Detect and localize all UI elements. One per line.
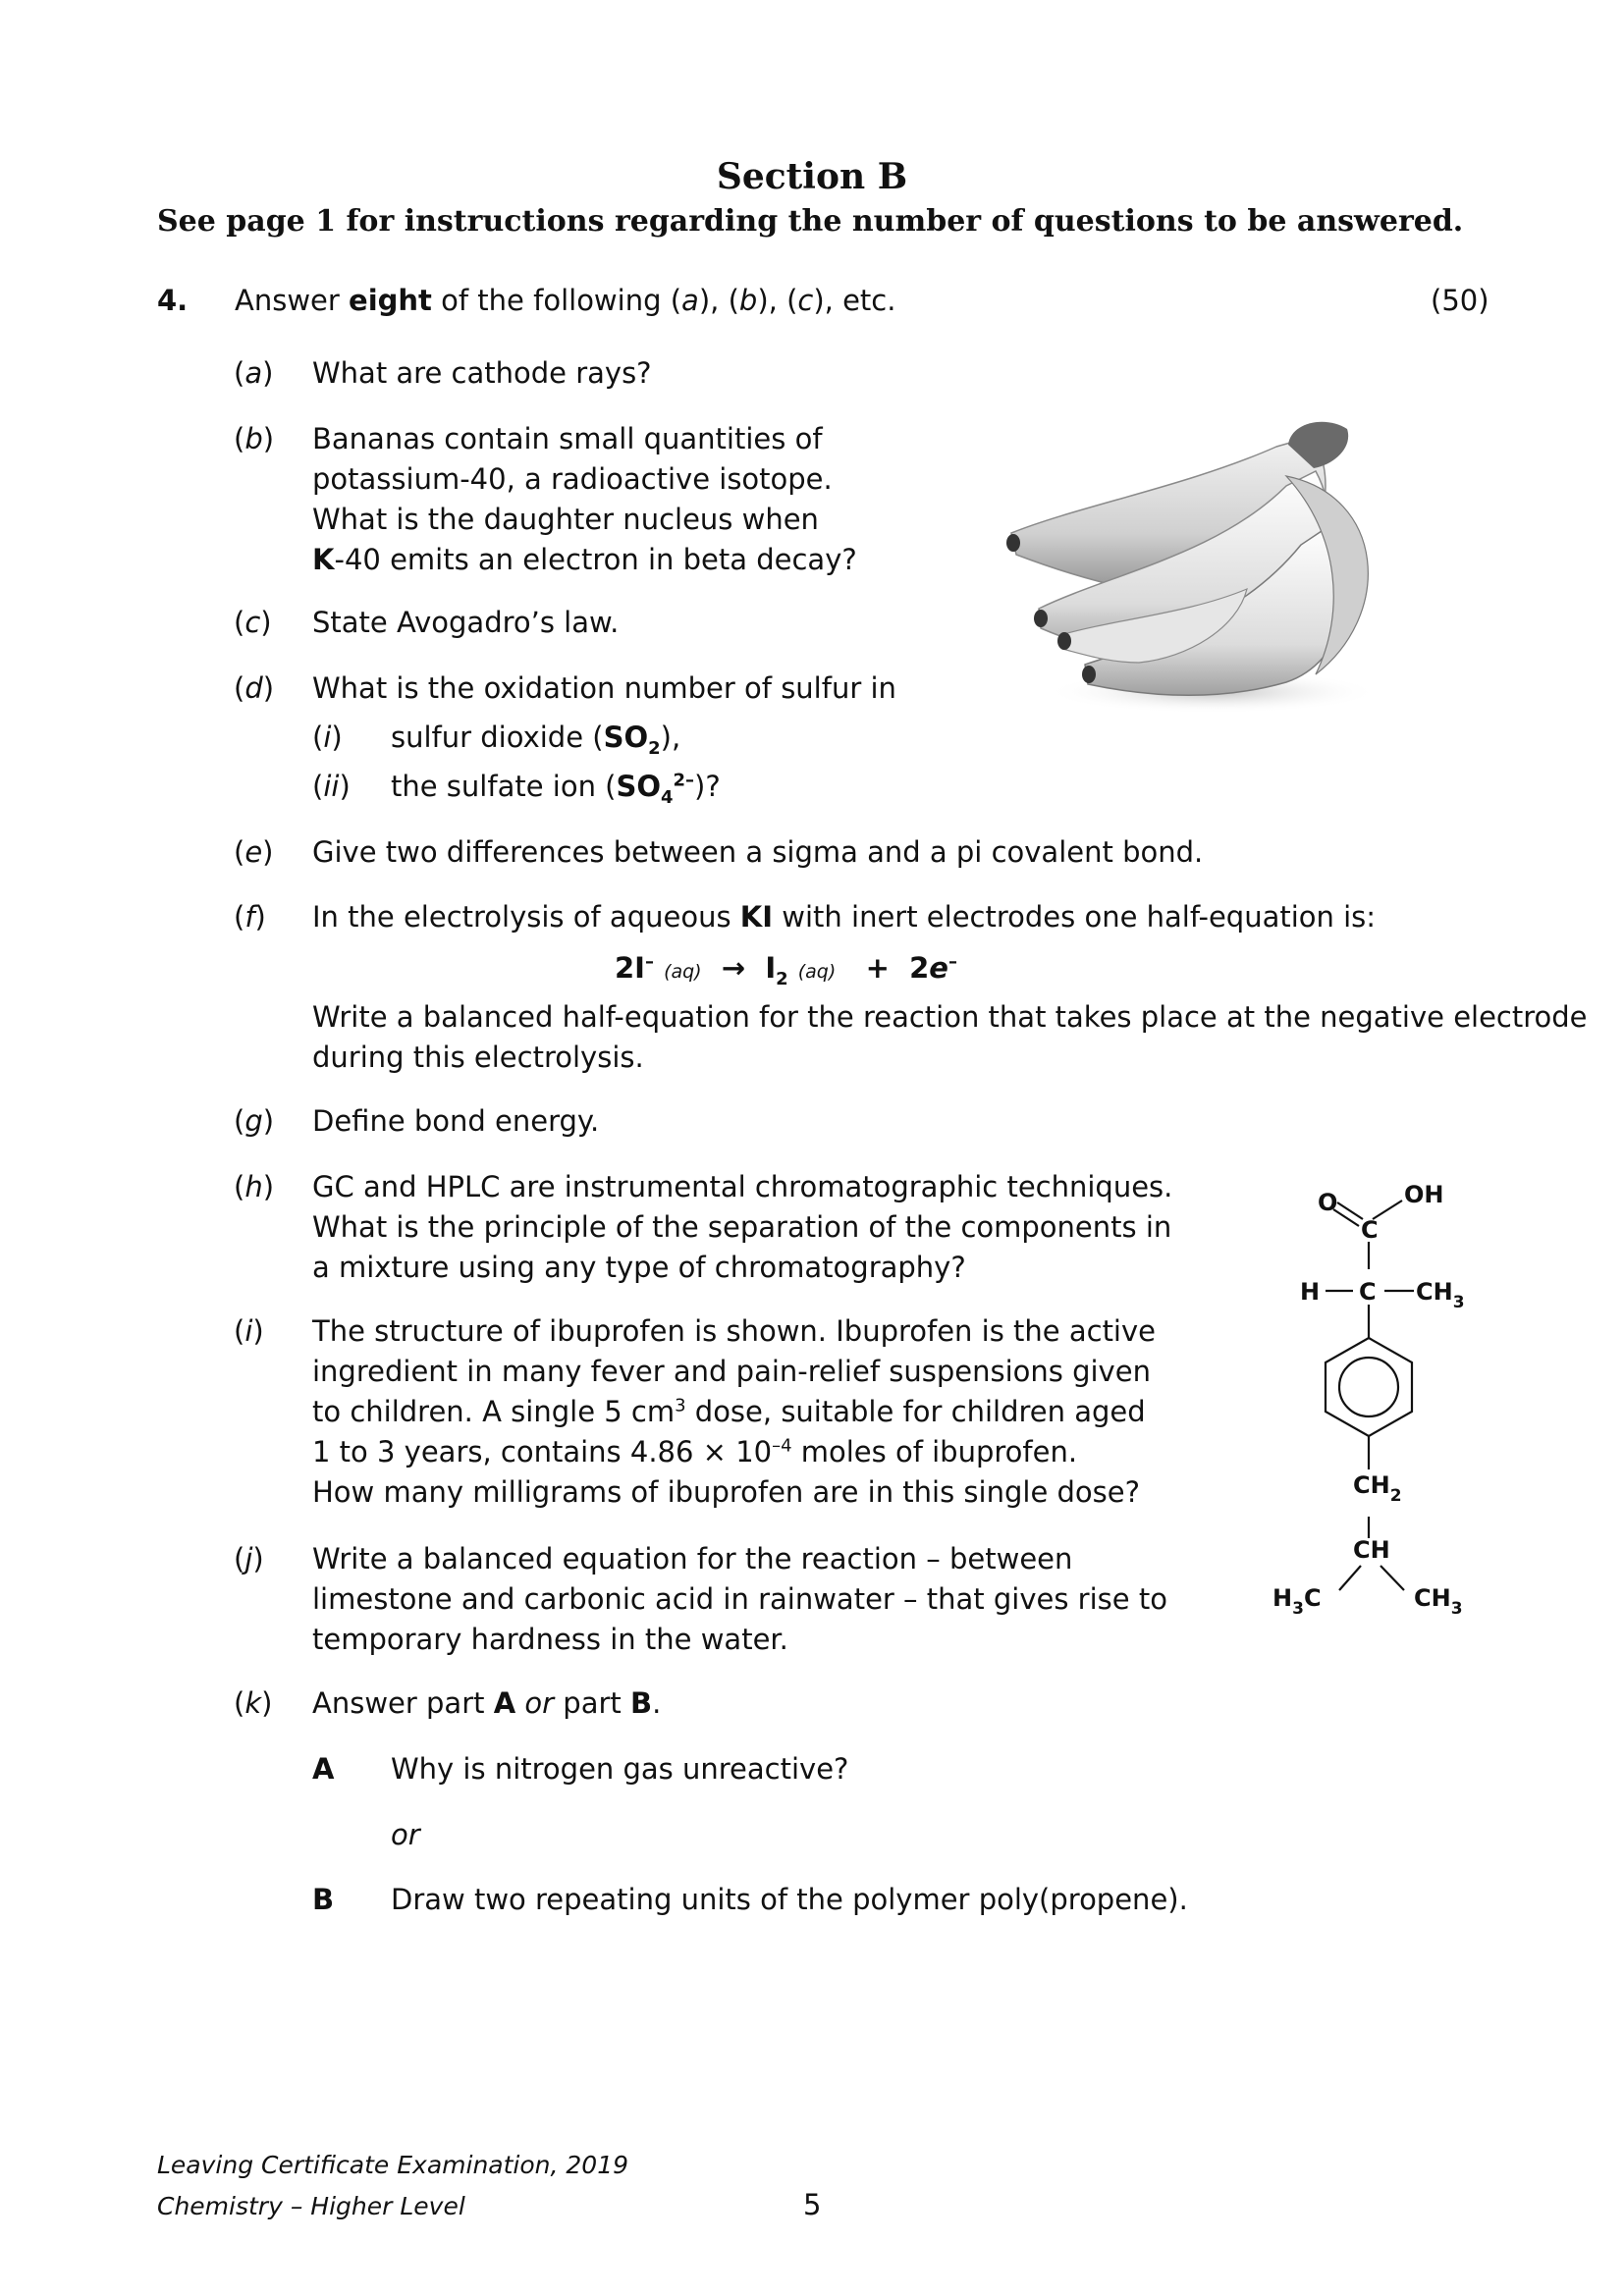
page-number: 5 [803,2188,822,2221]
part-label-k: (k) [234,1686,273,1720]
part-k-text: Answer part A or part B. [312,1686,662,1720]
part-label-e: (e) [234,835,274,869]
part-f-line1: In the electrolysis of aqueous KI with inert electrodes one half-equation is: [312,900,1377,934]
hydrogen-atom-label: H [1300,1278,1321,1306]
question-marks: (50) [1431,284,1489,317]
part-label-a: (a) [234,356,274,390]
part-label-i: (i) [234,1314,264,1348]
part-h-line1: GC and HPLC are instrumental chromatographic techniques. [312,1170,1173,1203]
part-label-c: (c) [234,606,272,639]
part-j-line1: Write a balanced equation for the reaction – between [312,1542,1073,1575]
oxygen-atom-label: O [1318,1189,1338,1216]
section-title: Section B [716,156,908,197]
part-h-line3: a mixture using any type of chromatography? [312,1251,966,1284]
section-instructions: See page 1 for instructions regarding the number of questions to be answered. [157,204,1464,239]
question-intro: Answer eight of the following (a), (b), (c), etc. [235,284,896,317]
part-h-line2: What is the principle of the separation of the components in [312,1210,1172,1244]
or-separator: or [391,1818,420,1851]
part-b-line4: K-40 emits an electron in beta decay? [312,543,857,576]
part-b-line2: potassium-40, a radioactive isotope. [312,462,833,496]
part-e-text: Give two differences between a sigma and a pi covalent bond. [312,835,1204,869]
part-i-line2: ingredient in many fever and pain-relief suspensions given [312,1355,1151,1388]
option-a-label: A [312,1752,335,1786]
part-label-j: (j) [234,1542,264,1575]
part-i-line5: How many milligrams of ibuprofen are in this single dose? [312,1475,1140,1509]
part-label-h: (h) [234,1170,275,1203]
carboxyl-carbon-label: C [1361,1216,1379,1244]
ibuprofen-structure-diagram [1267,1173,1502,1674]
hydroxyl-label: OH [1404,1181,1444,1208]
part-d-text: What is the oxidation number of sulfur in [312,671,896,705]
part-i-line4: 1 to 3 years, contains $4.86 \times 10^{-4}$ moles of ibuprofen. [312,1435,1078,1468]
methyl-group-right: $CH_3$ [1416,1278,1465,1312]
banana-bunch-image [992,417,1399,721]
part-d-ii-text: the sulfate ion $(SO_4^{2-})$? [391,770,721,808]
part-i-line3: to children. A single 5 $cm^3$ dose, suitable for children aged [312,1395,1146,1428]
part-d-sub-label-ii: (ii) [312,770,351,803]
option-a-text: Why is nitrogen gas unreactive? [391,1752,849,1786]
option-b-text: Draw two repeating units of the polymer poly(propene). [391,1883,1188,1916]
part-f-line3: during this electrolysis. [312,1041,644,1074]
part-i-line1: The structure of ibuprofen is shown. Ibuprofen is the active [312,1314,1156,1348]
part-label-d: (d) [234,671,275,705]
question-number: 4. [157,284,189,317]
methylene-group: $CH_2$ [1353,1471,1402,1506]
part-label-g: (g) [234,1104,275,1138]
part-c-text: State Avogadro’s law. [312,606,620,639]
part-d-i-text: sulfur dioxide $(SO_2)$, [391,721,681,759]
part-g-text: Define bond energy. [312,1104,600,1138]
part-label-f: (f) [234,900,266,934]
footer-exam-title: Leaving Certificate Examination, 2019 [157,2151,629,2179]
part-f-line2: Write a balanced half-equation for the reaction that takes place at the negative electrode [312,1000,1588,1034]
methyl-group-bottom-right: $CH_3$ [1414,1584,1463,1619]
part-a-text: What are cathode rays? [312,356,652,390]
methine-group: CH [1353,1536,1390,1564]
option-b-label: B [312,1883,335,1916]
part-label-b: (b) [234,422,275,455]
chiral-carbon-label: C [1359,1278,1377,1306]
part-j-line2: limestone and carbonic acid in rainwater – that gives rise to [312,1582,1167,1616]
footer-subject: Chemistry – Higher Level [157,2192,465,2220]
methyl-group-left: $H_3C$ [1272,1584,1322,1619]
part-b-line3: What is the daughter nucleus when [312,503,819,536]
part-d-sub-label-i: (i) [312,721,343,754]
part-j-line3: temporary hardness in the water. [312,1623,788,1656]
part-b-line1: Bananas contain small quantities of [312,422,823,455]
half-equation: 2I– $(aq) \to I_2$ (aq) + 2e– [615,951,957,989]
